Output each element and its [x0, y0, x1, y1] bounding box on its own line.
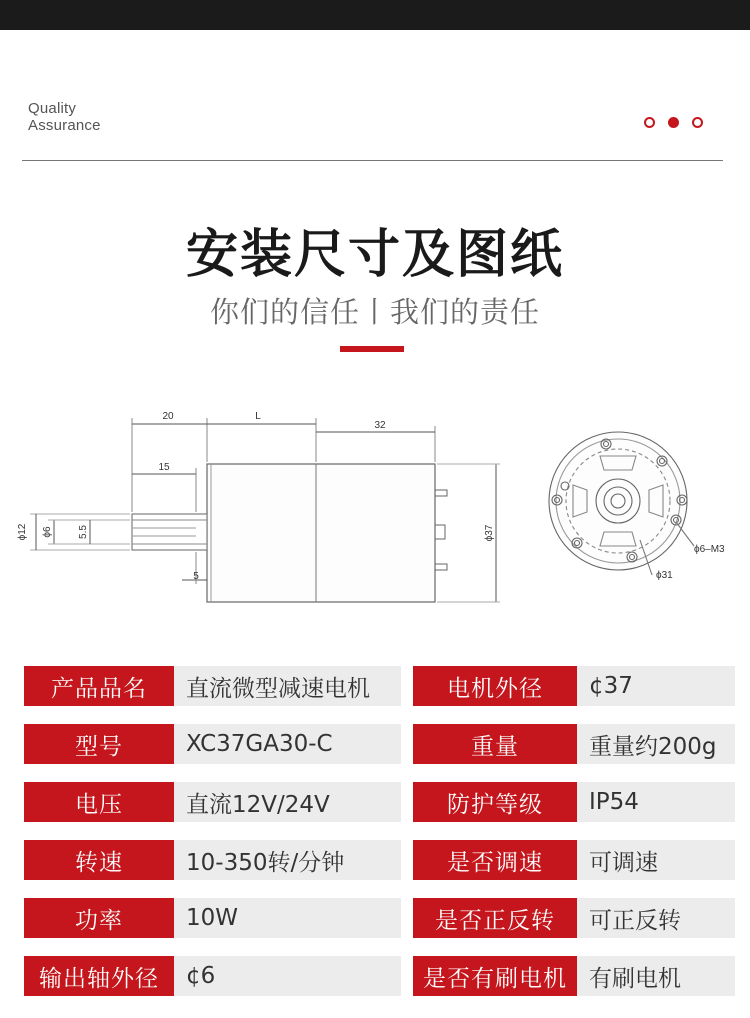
dim-5-5: 5.5	[78, 525, 89, 539]
spec-label: 转速	[24, 840, 174, 880]
quality-text: Quality	[28, 100, 77, 117]
spec-row	[413, 956, 735, 996]
spec-value: 可正反转	[577, 898, 735, 938]
side-view	[30, 418, 500, 602]
dim-phi12: ϕ12	[17, 523, 28, 541]
page-subtitle: 你们的信任丨我们的责任	[209, 295, 540, 329]
spec-row	[24, 840, 401, 880]
spec-row	[413, 724, 735, 764]
spec-value: 有刷电机	[577, 956, 735, 996]
dot-icon	[692, 117, 703, 128]
dim-phi31: ϕ31	[656, 570, 673, 581]
dim-20: 20	[162, 411, 174, 422]
spec-label: 是否调速	[413, 840, 577, 880]
installation-drawing	[0, 400, 750, 615]
spec-row	[413, 782, 735, 822]
spec-label: 重量	[413, 724, 577, 764]
spec-row	[24, 782, 401, 822]
spec-value: 直流微型减速电机	[174, 666, 401, 706]
dim-15: 15	[158, 462, 170, 473]
title-underline	[340, 346, 404, 352]
spec-label: 防护等级	[413, 782, 577, 822]
dim-5: 5	[193, 571, 199, 582]
spec-label: 是否正反转	[413, 898, 577, 938]
spec-row	[24, 898, 401, 938]
spec-label: 功率	[24, 898, 174, 938]
dim-32: 32	[374, 420, 386, 431]
spec-value: 重量约200g	[577, 724, 735, 764]
spec-value: 10-350转/分钟	[174, 840, 401, 880]
header-divider	[22, 160, 723, 161]
dot-icon	[644, 117, 655, 128]
spec-label: 是否有刷电机	[413, 956, 577, 996]
dim-phi6: ϕ6	[42, 526, 53, 538]
front-view	[549, 432, 694, 575]
spec-label: 电机外径	[413, 666, 577, 706]
spec-value: ¢37	[577, 666, 735, 706]
spec-row	[24, 724, 401, 764]
spec-label: 产品品名	[24, 666, 174, 706]
dim-L: L	[255, 411, 261, 422]
spec-label: 型号	[24, 724, 174, 764]
spec-row	[413, 898, 735, 938]
spec-value: 可调速	[577, 840, 735, 880]
spec-value: XC37GA30-C	[174, 724, 401, 764]
dot-active-icon	[668, 117, 679, 128]
spec-label: 电压	[24, 782, 174, 822]
spec-value: 10W	[174, 898, 401, 938]
spec-row	[413, 840, 735, 880]
spec-value: ¢6	[174, 956, 401, 996]
spec-row	[24, 666, 401, 706]
top-bar	[0, 0, 750, 30]
spec-row	[413, 666, 735, 706]
page-title: 安装尺寸及图纸	[185, 225, 564, 285]
dim-6m3: ϕ6–M3	[694, 544, 725, 555]
spec-row	[24, 956, 401, 996]
spec-label: 输出轴外径	[24, 956, 174, 996]
assurance-text: Assurance	[28, 117, 101, 134]
quality-assurance-logo	[28, 100, 101, 134]
pagination-dots	[644, 117, 703, 128]
spec-value: IP54	[577, 782, 735, 822]
spec-value: 直流12V/24V	[174, 782, 401, 822]
dim-phi37: ϕ37	[484, 524, 495, 542]
